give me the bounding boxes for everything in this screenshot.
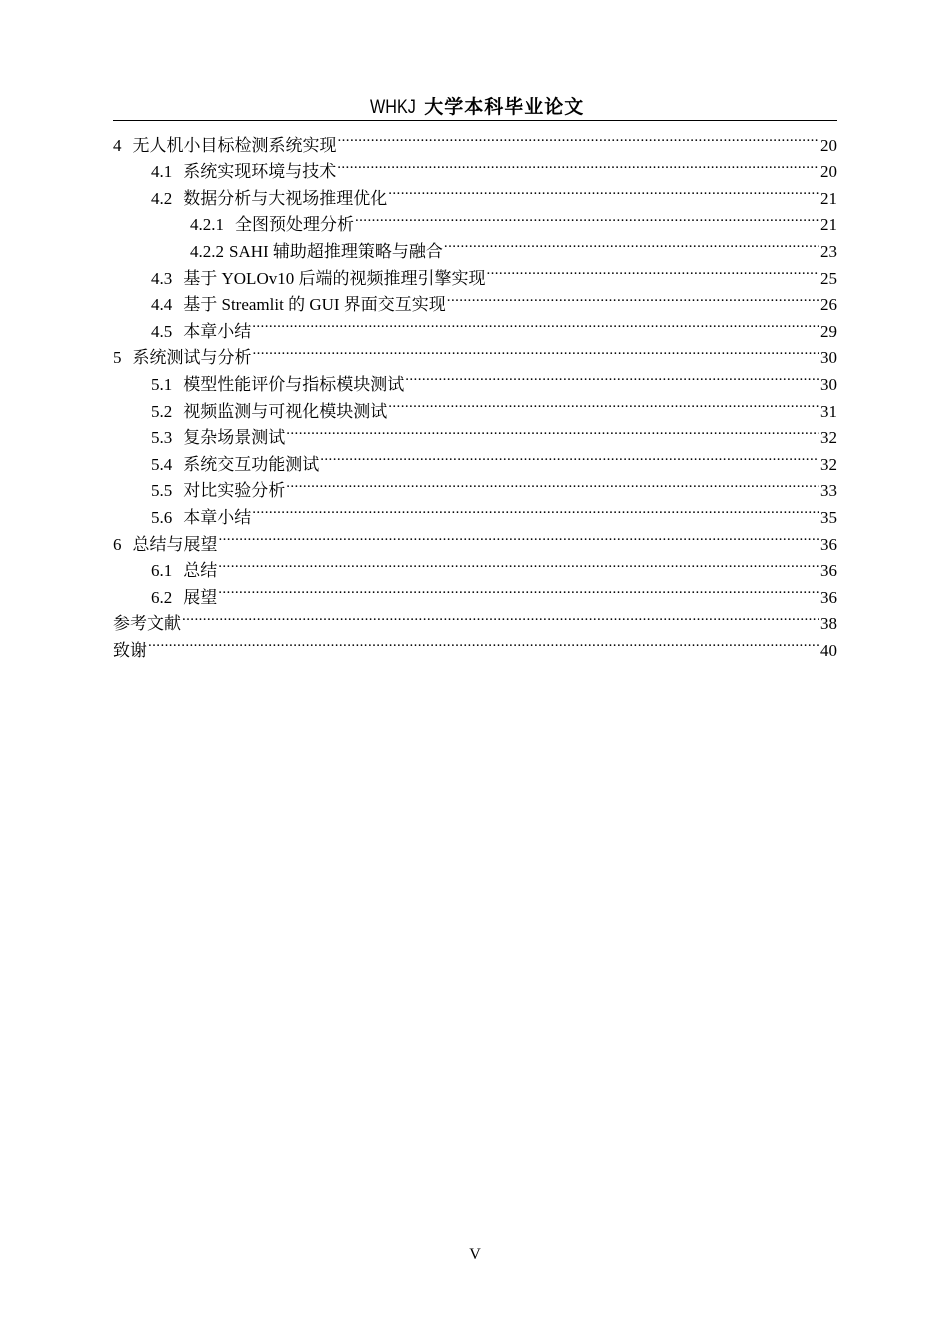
toc-entry-dot-leader [147, 629, 819, 656]
toc-entry-number: 4.2.2 [190, 241, 224, 261]
toc-entry-page-number: 38 [820, 614, 837, 634]
toc-entry-number: 5.4 [151, 454, 173, 474]
toc-entry-dot-leader [218, 523, 820, 550]
toc-entry-dot-leader [404, 363, 819, 390]
toc-entry-dot-leader [387, 177, 819, 204]
toc-entry-dot-leader [446, 284, 819, 311]
toc-entry-label: 复杂场景测试 [183, 428, 286, 448]
toc-entry-page-number: 26 [820, 295, 837, 315]
toc-entry-label: 对比实验分析 [183, 481, 286, 501]
toc-entry-dot-leader [387, 390, 819, 417]
toc-entry-label: 参考文献 [113, 614, 181, 634]
toc-entry-number: 5.2 [151, 401, 173, 421]
toc-entry-dot-leader [285, 470, 819, 497]
toc-entry-number: 4.5 [151, 321, 173, 341]
toc-entry-dot-leader [319, 443, 819, 470]
toc-entry-page-number: 21 [820, 215, 837, 235]
toc-entry-dot-leader [251, 496, 819, 523]
toc-entry-page-number: 23 [820, 241, 837, 261]
header-prefix: WHKJ [369, 97, 416, 118]
toc-entry-dot-leader [251, 310, 819, 337]
toc-entry-page-number: 20 [820, 162, 837, 182]
toc-entry[interactable] [113, 629, 837, 660]
toc-entry-page-number: 32 [820, 428, 837, 448]
toc-entry-label: 总结 [183, 561, 218, 581]
toc-entry-page-number: 21 [820, 188, 837, 208]
toc-entry-label: 全图预处理分析 [235, 215, 354, 235]
toc-entry[interactable] [113, 603, 837, 634]
toc-entry-label: 视频监测与可视化模块测试 [183, 401, 388, 421]
toc-entry-dot-leader [217, 550, 819, 577]
toc-entry[interactable] [113, 550, 837, 581]
page-number: V [469, 1246, 481, 1263]
toc-entry-page-number: 30 [820, 374, 837, 394]
toc-entry-page-number: 30 [820, 348, 837, 368]
toc-entry-number: 4.1 [151, 162, 173, 182]
toc-entry-dot-leader [354, 204, 819, 231]
toc-entry-label: 本章小结 [183, 321, 252, 341]
toc-entry-page-number: 31 [820, 401, 837, 421]
toc-entry-number: 4 [113, 135, 122, 155]
toc-entry-page-number: 36 [820, 587, 837, 607]
header-title: 大学本科毕业论文 [424, 97, 585, 118]
toc-entry-label: 无人机小目标检测系统实现 [132, 135, 337, 155]
toc-entry-label: 基于 Streamlit 的 GUI 界面交互实现 [183, 295, 446, 315]
toc-entry-page-number: 36 [820, 561, 837, 581]
toc-entry-number: 4.4 [151, 295, 173, 315]
toc-entry-label: 模型性能评价与指标模块测试 [183, 374, 405, 394]
toc-entry[interactable] [113, 523, 837, 554]
toc-entry-number: 6.1 [151, 561, 173, 581]
toc-entry-label: 数据分析与大视场推理优化 [183, 188, 388, 208]
toc-entry-dot-leader [337, 124, 820, 151]
toc-entry-page-number: 32 [820, 454, 837, 474]
toc-entry-dot-leader [285, 417, 819, 444]
toc-entry-number: 5.3 [151, 428, 173, 448]
toc-entry-label: 系统交互功能测试 [183, 454, 320, 474]
toc-entry-page-number: 35 [820, 507, 837, 527]
toc-entry-label: 系统测试与分析 [132, 348, 252, 368]
toc-entry-dot-leader [217, 576, 819, 603]
page-header [113, 94, 837, 121]
toc-entry-label: 基于 YOLOv10 后端的视频推理引擎实现 [183, 268, 486, 288]
toc-entry-dot-leader [252, 337, 820, 364]
toc-entry-page-number: 33 [820, 481, 837, 501]
toc-entry-label: 总结与展望 [132, 534, 218, 554]
toc-entry-label: 致谢 [113, 640, 147, 660]
toc-entry-label: 展望 [183, 587, 218, 607]
toc-entry-number: 5 [113, 348, 122, 368]
toc-entry[interactable] [113, 576, 837, 607]
toc-entry-number: 5.1 [151, 374, 173, 394]
toc-entry[interactable] [113, 124, 837, 155]
toc-entry-number: 4.2.1 [190, 215, 224, 235]
toc-entry-number: 4.2 [151, 188, 173, 208]
toc-entry-number: 6.2 [151, 587, 173, 607]
toc-entry-number: 6 [113, 534, 122, 554]
toc-entry-label: 本章小结 [183, 507, 252, 527]
toc-entry-page-number: 40 [820, 640, 837, 660]
table-of-contents [113, 124, 837, 660]
toc-entry-number: 4.3 [151, 268, 173, 288]
toc-entry-label: SAHI 辅助超推理策略与融合 [229, 241, 443, 261]
toc-entry-label: 系统实现环境与技术 [183, 162, 337, 182]
toc-entry-page-number: 25 [820, 268, 837, 288]
toc-entry-page-number: 20 [820, 135, 837, 155]
toc-entry-dot-leader [443, 230, 819, 257]
toc-entry-page-number: 29 [820, 321, 837, 341]
toc-entry-dot-leader [485, 257, 819, 284]
toc-entry-dot-leader [336, 151, 819, 178]
toc-entry-dot-leader [181, 603, 819, 630]
toc-entry-page-number: 36 [820, 534, 837, 554]
toc-entry-number: 5.5 [151, 481, 173, 501]
toc-entry-number: 5.6 [151, 507, 173, 527]
